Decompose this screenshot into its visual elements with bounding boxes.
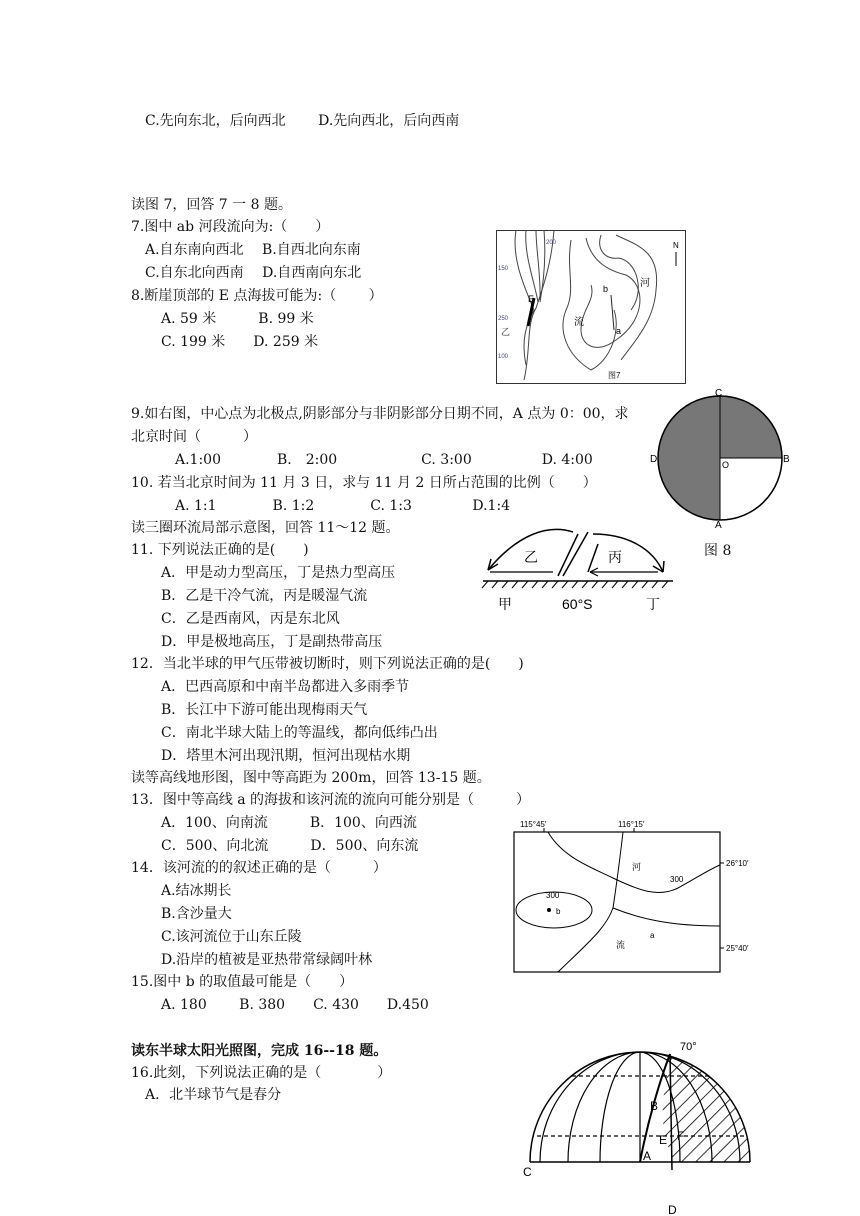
q10-options: A. 1:1 B. 1:2 C. 1:3 D.1:4 xyxy=(175,498,511,514)
question-11: 11. 下列说法正确的是( ) xyxy=(131,542,309,558)
intro-circulation: 读三圈环流局部示意图，回答 11～12 题。 xyxy=(131,520,400,536)
circ-label-lat: 60°S xyxy=(562,596,593,612)
question-9-cont: 北京时间（ ） xyxy=(131,429,257,445)
q11-option-b: B．乙是干冷气流，丙是暖湿气流 xyxy=(161,588,368,604)
q15-options: A. 180 B. 380 C. 430 D.450 xyxy=(161,997,429,1013)
question-7: 7.图中 ab 河段流向为:（ ） xyxy=(131,219,330,235)
contour-lat2: 25°40′ xyxy=(726,944,749,953)
option-line-6cd: C.先向东北，后向西北 D.先向西北，后向西南 xyxy=(145,113,460,129)
question-15: 15.图中 b 的取值最可能是（ ） xyxy=(131,974,354,990)
q14-option-d: D.沿岸的植被是亚热带常绿阔叶林 xyxy=(161,952,373,968)
q14-option-b: B.含沙量大 xyxy=(161,906,232,922)
figure-8-caption: 图 8 xyxy=(704,543,732,559)
contour-lon1: 115°45′ xyxy=(520,820,547,829)
q13-options-cd: C．500、向北流 D．500、向东流 xyxy=(161,838,419,854)
fig7-contour-100: 100 xyxy=(498,354,509,360)
circulation-diagram xyxy=(478,524,678,616)
question-9: 9.如右图，中心点为北极点,阴影部分与非阴影部分日期不同，A 点为 0：00，求 xyxy=(131,406,629,422)
fig7-label-river2: 流 xyxy=(574,317,584,328)
intro-fig7: 读图 7，回答 7 一 8 题。 xyxy=(131,197,292,213)
q7-options-ab: A.自东南向西北 B.自西北向东南 xyxy=(145,242,361,258)
fig7-label-b: b xyxy=(603,284,609,294)
sun-label-70deg: 70° xyxy=(680,1041,697,1053)
q7-options-cd: C.自东北向西南 D.自西南向东北 xyxy=(145,265,362,281)
fig7-contour-200: 200 xyxy=(546,240,557,246)
contour-value-300b: 300 xyxy=(670,875,684,884)
q8-options-ab: A. 59 米 B. 99 米 xyxy=(161,311,314,327)
q12-option-d: D．塔里木河出现汛期，恒河出现枯水期 xyxy=(161,748,411,764)
q13-options-ab: A．100、向南流 B．100、向西流 xyxy=(161,815,417,831)
circ-label-ding: 丁 xyxy=(646,596,660,612)
contour-map xyxy=(508,818,778,978)
q12-option-c: C．南北半球大陆上的等温线，都向低纬凸出 xyxy=(161,725,438,741)
q8-options-cd: C. 199 米 D. 259 米 xyxy=(161,334,319,350)
contour-point-b: b xyxy=(556,907,561,916)
fig8-label-b: B xyxy=(783,454,790,465)
fig7-contour-150: 150 xyxy=(498,266,509,272)
fig7-caption: 图7 xyxy=(608,371,621,380)
q14-option-c: C.该河流位于山东丘陵 xyxy=(161,929,302,945)
contour-line-a: a xyxy=(650,931,655,940)
contour-lon2: 116°15′ xyxy=(618,820,645,829)
sun-label-f: F xyxy=(677,1129,685,1143)
sunlight-diagram xyxy=(520,1040,760,1216)
q12-option-b: B．长江中下游可能出现梅雨天气 xyxy=(161,702,368,718)
q9-options: A.1:00 B. 2:00 C. 3:00 D. 4:00 xyxy=(175,452,593,468)
sun-label-a: A xyxy=(643,1149,652,1163)
circ-label-bing: 丙 xyxy=(608,549,622,565)
figure-7-map xyxy=(496,230,686,384)
q14-option-a: A.结冰期长 xyxy=(161,883,232,899)
question-12: 12．当北半球的甲气压带被切断时，则下列说法正确的是( ) xyxy=(131,656,524,672)
question-8: 8.断崖顶部的 E 点海拔可能为:（ ） xyxy=(131,288,383,304)
fig8-label-d: D xyxy=(650,454,658,465)
fig7-north: N xyxy=(673,241,679,250)
q11-option-d: D．甲是极地高压，丁是副热带高压 xyxy=(161,634,383,650)
question-13: 13．图中等高线 a 的海拔和该河流的流向可能分别是（ ） xyxy=(131,792,531,808)
sun-label-e: E xyxy=(659,1133,668,1147)
q11-option-a: A．甲是动力型高压，丁是热力型高压 xyxy=(161,565,396,581)
question-16: 16.此刻，下列说法正确的是（ ） xyxy=(131,1065,392,1081)
intro-sunlight: 读东半球太阳光照图，完成 16--18 题。 xyxy=(131,1043,388,1059)
fig7-label-yi: 乙 xyxy=(501,327,511,337)
question-14: 14．该河流的的叙述正确的是（ ） xyxy=(131,860,387,876)
circ-label-yi: 乙 xyxy=(524,549,538,565)
circ-label-jia: 甲 xyxy=(498,596,512,612)
sun-label-d: D xyxy=(668,1203,677,1216)
contour-river-char2: 流 xyxy=(616,940,626,950)
figure-8-polar xyxy=(650,388,790,528)
fig7-label-river1: 河 xyxy=(640,278,650,289)
fig8-label-c: C xyxy=(715,388,723,399)
q16-option-a: A．北半球节气是春分 xyxy=(145,1087,282,1103)
sun-label-b: B xyxy=(650,1099,659,1113)
fig8-label-a: A xyxy=(715,520,722,528)
contour-value-300a: 300 xyxy=(546,891,560,900)
contour-river-char1: 河 xyxy=(632,862,642,872)
fig7-label-e: E xyxy=(528,294,535,304)
fig7-label-a: a xyxy=(616,326,622,336)
fig7-contour-250: 250 xyxy=(498,316,509,322)
fig8-label-o: O xyxy=(722,460,730,470)
question-10: 10. 若当北京时间为 11 月 3 日，求与 11 月 2 日所占范围的比例（ ） xyxy=(131,475,597,491)
intro-contour: 读等高线地形图，图中等高距为 200m，回答 13-15 题。 xyxy=(131,770,491,786)
q11-option-c: C．乙是西南风，丙是东北风 xyxy=(161,611,340,627)
q12-option-a: A．巴西高原和中南半岛都进入多雨季节 xyxy=(161,679,410,695)
contour-lat1: 26°10′ xyxy=(726,859,749,868)
sun-label-c: C xyxy=(523,1165,532,1179)
